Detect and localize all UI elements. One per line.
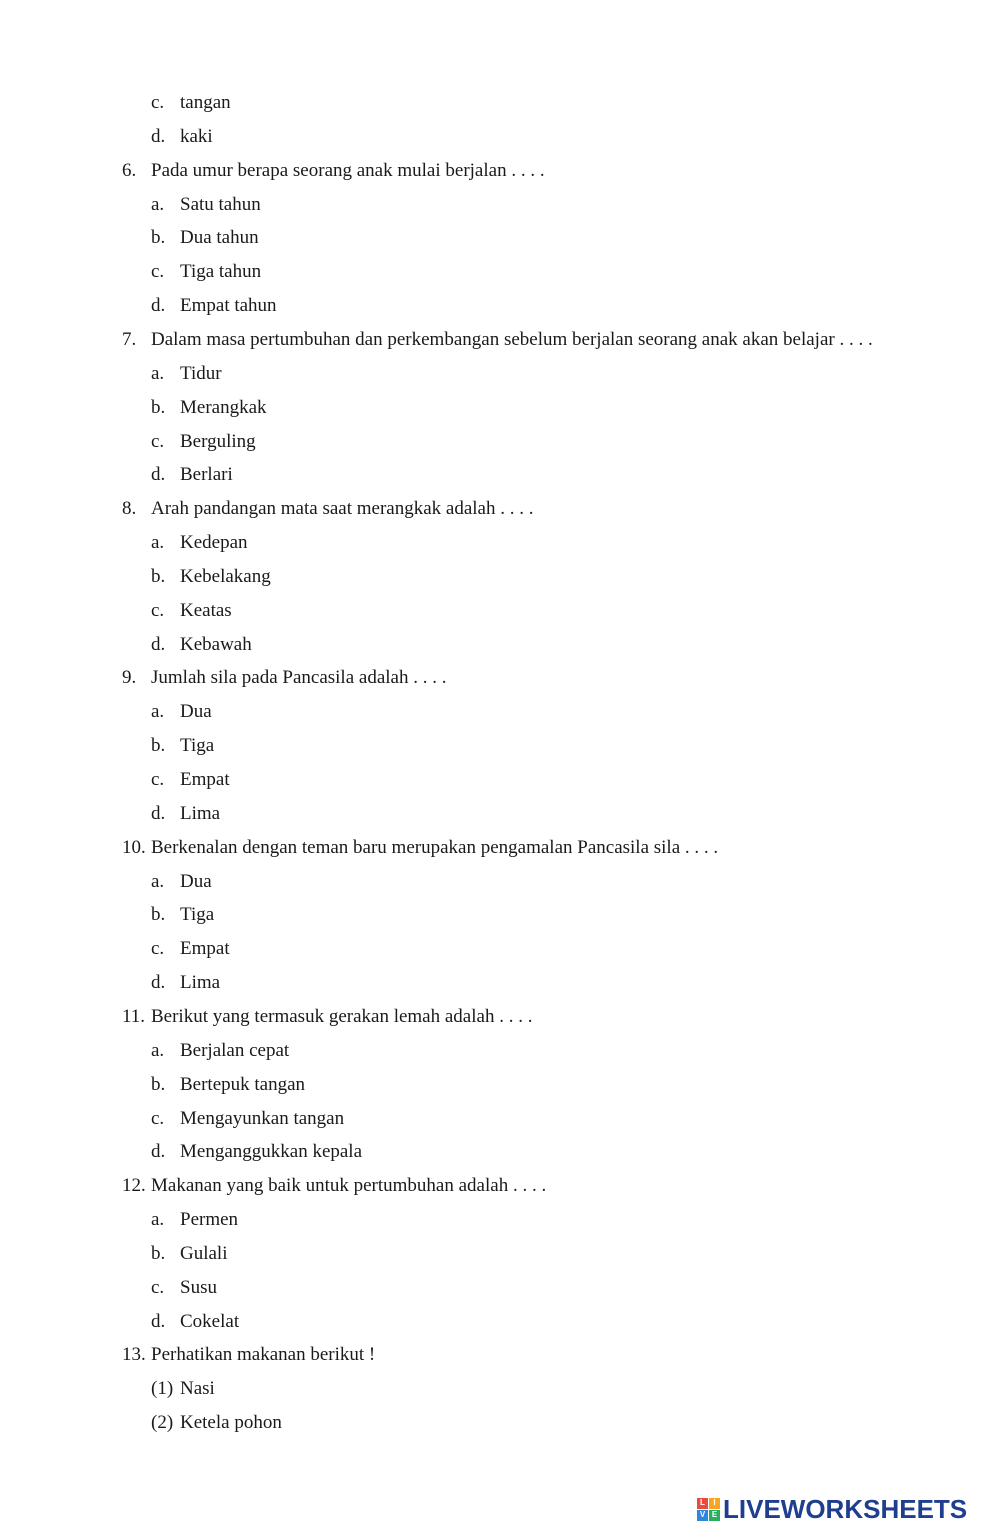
- question-text: Perhatikan makanan berikut !: [151, 1344, 376, 1365]
- option-text: Dua: [180, 871, 212, 892]
- option-letter: b.: [151, 397, 166, 418]
- option-letter: d.: [151, 803, 166, 824]
- option-letter: a.: [151, 871, 165, 892]
- option-text: Dua: [180, 701, 212, 722]
- option-letter: b.: [151, 904, 166, 925]
- option-letter: d.: [151, 1141, 166, 1162]
- option-letter: c.: [151, 938, 165, 959]
- option-letter: b.: [151, 566, 166, 587]
- question-text: Pada umur berapa seorang anak mulai berjalan . . . .: [151, 160, 545, 181]
- option-text: Empat: [180, 938, 230, 959]
- option-text: Empat: [180, 769, 230, 790]
- option-letter: a.: [151, 532, 165, 553]
- option-letter: c.: [151, 1277, 165, 1298]
- option-letter: (2): [151, 1412, 174, 1433]
- question-text: Jumlah sila pada Pancasila adalah . . . .: [151, 667, 447, 688]
- option-text: Cokelat: [180, 1311, 240, 1332]
- question-text: Berkenalan dengan teman baru merupakan pengamalan Pancasila sila . . . .: [151, 837, 719, 858]
- option-text: Permen: [180, 1209, 239, 1230]
- question-number: 8.: [122, 498, 137, 519]
- option-letter: b.: [151, 227, 166, 248]
- option-letter: c.: [151, 769, 165, 790]
- option-letter: c.: [151, 431, 165, 452]
- option-text: Tiga: [180, 904, 215, 925]
- option-text: Tiga: [180, 735, 215, 756]
- option-letter: b.: [151, 1243, 166, 1264]
- option-text: Susu: [180, 1277, 217, 1298]
- question-number: 12.: [122, 1175, 146, 1196]
- option-text: Satu tahun: [180, 194, 261, 215]
- option-letter: d.: [151, 972, 166, 993]
- option-text: Mengayunkan tangan: [180, 1108, 345, 1129]
- option-letter: a.: [151, 701, 165, 722]
- option-letter: b.: [151, 1074, 166, 1095]
- option-letter: (1): [151, 1378, 174, 1399]
- option-text: Bertepuk tangan: [180, 1074, 306, 1095]
- logo-wordmark: LIVEWORKSHEETS: [723, 1494, 968, 1524]
- logo-tile-e: E: [709, 1510, 720, 1521]
- option-text: Kebawah: [180, 634, 252, 655]
- logo-icon: [697, 1498, 720, 1521]
- option-text: Keatas: [180, 600, 232, 621]
- option-letter: c.: [151, 600, 165, 621]
- option-text: Empat tahun: [180, 295, 277, 316]
- option-text: Nasi: [180, 1378, 215, 1399]
- option-text: Menganggukkan kepala: [180, 1141, 363, 1162]
- logo-tile-l: L: [697, 1498, 708, 1509]
- option-text: Berjalan cepat: [180, 1040, 290, 1061]
- option-text: Lima: [180, 972, 221, 993]
- option-text: Kebelakang: [180, 566, 271, 587]
- option-letter: a.: [151, 363, 165, 384]
- option-letter: a.: [151, 1209, 165, 1230]
- option-letter: d.: [151, 634, 166, 655]
- option-letter: a.: [151, 1040, 165, 1061]
- option-text: kaki: [180, 126, 213, 147]
- question-text: Dalam masa pertumbuhan dan perkembangan sebelum berjalan seorang anak akan belajar . . . .: [151, 329, 873, 350]
- question-text: Berikut yang termasuk gerakan lemah adalah . . . .: [151, 1006, 533, 1027]
- option-text: tangan: [180, 92, 231, 113]
- option-letter: c.: [151, 92, 165, 113]
- option-letter: c.: [151, 261, 165, 282]
- question-text: Arah pandangan mata saat merangkak adalah . . . .: [151, 498, 534, 519]
- option-text: Ketela pohon: [180, 1412, 282, 1433]
- option-text: Dua tahun: [180, 227, 259, 248]
- question-number: 6.: [122, 160, 137, 181]
- question-number: 10.: [122, 837, 146, 858]
- option-letter: d.: [151, 295, 166, 316]
- option-letter: b.: [151, 735, 166, 756]
- liveworksheets-logo: [697, 1496, 967, 1522]
- option-text: Berguling: [180, 431, 256, 452]
- option-letter: d.: [151, 126, 166, 147]
- question-number: 13.: [122, 1344, 146, 1365]
- option-text: Kedepan: [180, 532, 248, 553]
- option-text: Lima: [180, 803, 221, 824]
- logo-tile-v: V: [697, 1510, 708, 1521]
- option-text: Berlari: [180, 464, 233, 485]
- option-letter: a.: [151, 194, 165, 215]
- question-number: 11.: [122, 1006, 146, 1027]
- option-text: Gulali: [180, 1243, 228, 1264]
- question-number: 9.: [122, 667, 137, 688]
- question-text: Makanan yang baik untuk pertumbuhan adalah . . . .: [151, 1175, 547, 1196]
- option-text: Tiga tahun: [180, 261, 262, 282]
- option-letter: d.: [151, 464, 166, 485]
- option-letter: d.: [151, 1311, 166, 1332]
- option-letter: c.: [151, 1108, 165, 1129]
- option-text: Tidur: [180, 363, 222, 384]
- option-text: Merangkak: [180, 397, 267, 418]
- logo-tile-i: I: [709, 1498, 720, 1509]
- question-number: 7.: [122, 329, 137, 350]
